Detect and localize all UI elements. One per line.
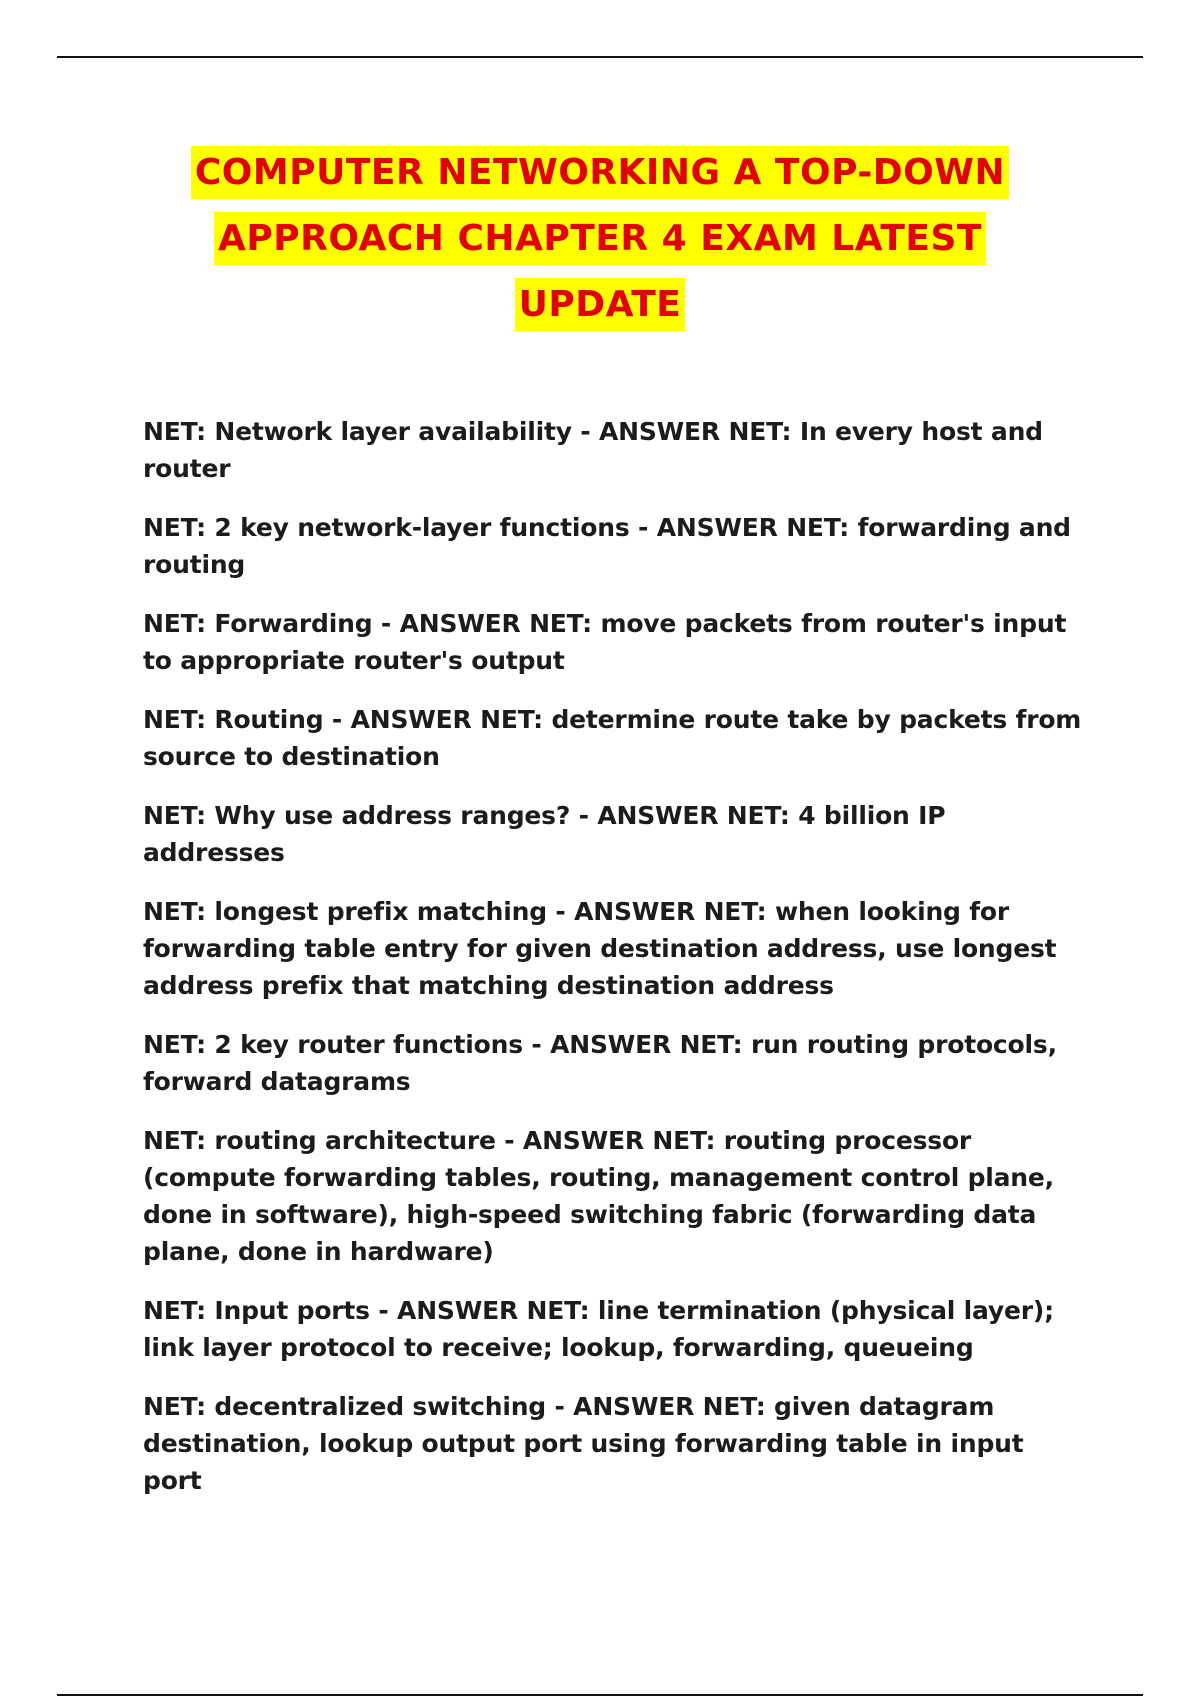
qa-item: NET: Why use address ranges? - ANSWER NET: 4 billion IP addresses: [143, 801, 946, 867]
title-line-1: [100, 140, 1100, 206]
qa-item: NET: Network layer availability - ANSWER NET: In every host and router: [143, 417, 1043, 483]
document-title: [100, 140, 1100, 338]
top-divider: [57, 56, 1143, 58]
bottom-divider: [57, 1694, 1143, 1696]
title-line-2-text: APPROACH CHAPTER 4 EXAM LATEST: [214, 212, 986, 265]
question-answer-list: [143, 413, 1083, 1521]
qa-item: NET: routing architecture - ANSWER NET: routing processor (compute forwarding tables, routing, management control plane, done in software), high-speed switching fabric (forwarding data plane, done in hardware): [143, 1126, 1054, 1266]
title-line-3: [100, 272, 1100, 338]
qa-item: NET: Input ports - ANSWER NET: line termination (physical layer); link layer protocol to receive; lookup, forwarding, queueing: [143, 1296, 1054, 1362]
qa-item: NET: decentralized switching - ANSWER NET: given datagram destination, lookup output port using forwarding table in input port: [143, 1392, 1024, 1495]
qa-item: NET: longest prefix matching - ANSWER NET: when looking for forwarding table entry for given destination address, use longest address prefix that matching destination address: [143, 897, 1057, 1000]
qa-item: NET: Forwarding - ANSWER NET: move packets from router's input to appropriate router's output: [143, 609, 1067, 675]
title-line-3-text: UPDATE: [515, 278, 686, 331]
title-line-1-text: COMPUTER NETWORKING A TOP-DOWN: [191, 146, 1009, 199]
qa-item: NET: 2 key network-layer functions - ANSWER NET: forwarding and routing: [143, 513, 1071, 579]
title-line-2: [100, 206, 1100, 272]
qa-item: NET: 2 key router functions - ANSWER NET: run routing protocols, forward datagrams: [143, 1030, 1057, 1096]
qa-item: NET: Routing - ANSWER NET: determine route take by packets from source to destination: [143, 705, 1082, 771]
